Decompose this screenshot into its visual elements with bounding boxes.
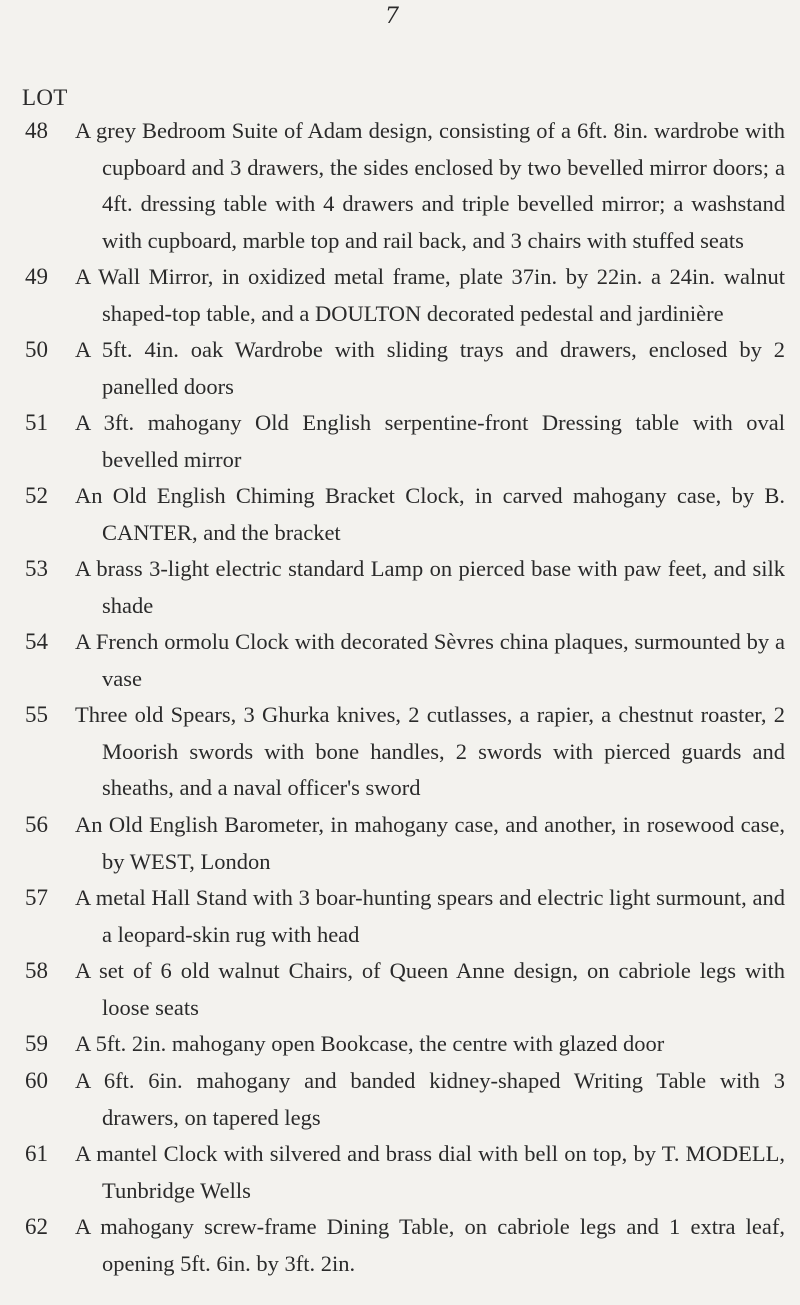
lot-number: 51: [25, 410, 48, 435]
lot-number: 61: [25, 1141, 48, 1166]
lot-description: A 5ft. 2in. mahogany open Bookcase, the centre with glazed door: [75, 1031, 665, 1056]
lot-number: 58: [25, 958, 48, 983]
lot-description: A Wall Mirror, in oxidized metal frame, plate 37in. by 22in. a 24in. walnut shaped-top table, and a DOULTON decorated pedestal and jardinière: [75, 264, 785, 326]
lot-number: 53: [25, 556, 48, 581]
lot-description: A mantel Clock with silvered and brass dial with bell on top, by T. MODELL, Tunbridge Wells: [75, 1141, 785, 1203]
lot-description: A 3ft. mahogany Old English serpentine-front Dressing table with oval bevelled mirror: [75, 410, 785, 472]
lot-number: 60: [25, 1068, 48, 1093]
lot-number: 52: [25, 483, 48, 508]
lot-description: A 5ft. 4in. oak Wardrobe with sliding trays and drawers, enclosed by 2 panelled doors: [75, 337, 785, 399]
lot-description: A grey Bedroom Suite of Adam design, consisting of a 6ft. 8in. wardrobe with cupboard and 3 drawers, the sides enclosed by two bevelled mirror doors; a 4ft. dressing table with 4 drawers and triple bevelled mirror; a washstand with cupboard, marble top and rail back, and 3 chairs with stuffed seats: [75, 118, 785, 253]
lot-description: A mahogany screw-frame Dining Table, on cabriole legs and 1 extra leaf, opening 5ft. 6in. by 3ft. 2in.: [75, 1214, 785, 1276]
lot-description: Three old Spears, 3 Ghurka knives, 2 cutlasses, a rapier, a chestnut roaster, 2 Moorish swords with bone handles, 2 swords with pierced guards and sheaths, and a naval officer's sword: [75, 702, 785, 800]
lot-number: 49: [25, 264, 48, 289]
lot-number: 56: [25, 812, 48, 837]
lot-description: An Old English Chiming Bracket Clock, in carved mahogany case, by B. CANTER, and the bracket: [75, 483, 785, 545]
lot-description: A metal Hall Stand with 3 boar-hunting spears and electric light surmount, and a leopard-skin rug with head: [75, 885, 785, 947]
lot-number: 50: [25, 337, 48, 362]
lot-number: 59: [25, 1031, 48, 1056]
page-number: 7: [385, 4, 399, 29]
lot-number: 48: [25, 118, 48, 143]
lot-description: An Old English Barometer, in mahogany case, and another, in rosewood case, by WEST, London: [75, 812, 785, 874]
lot-description: A set of 6 old walnut Chairs, of Queen Anne design, on cabriole legs with loose seats: [75, 958, 785, 1020]
lot-description: A brass 3-light electric standard Lamp on pierced base with paw feet, and silk shade: [75, 556, 785, 618]
lot-description: A 6ft. 6in. mahogany and banded kidney-shaped Writing Table with 3 drawers, on tapered legs: [75, 1068, 785, 1130]
lot-number: 54: [25, 629, 48, 654]
lot-description: A French ormolu Clock with decorated Sèvres china plaques, surmounted by a vase: [75, 629, 785, 691]
lot-number: 55: [25, 702, 48, 727]
lot-number: 62: [25, 1214, 48, 1239]
lot-column-header: LOT: [22, 85, 68, 110]
lot-number: 57: [25, 885, 48, 910]
